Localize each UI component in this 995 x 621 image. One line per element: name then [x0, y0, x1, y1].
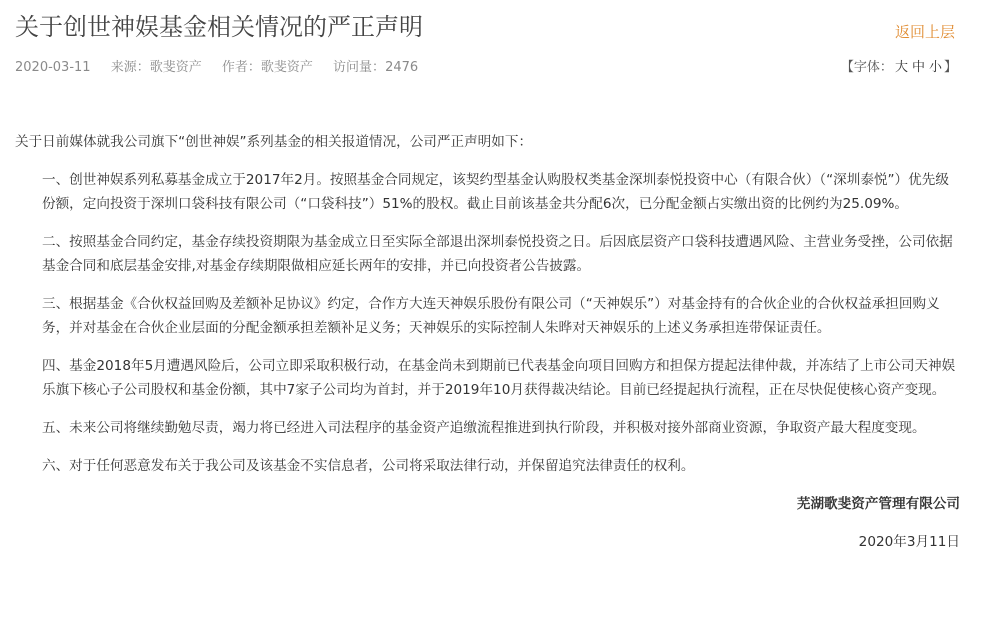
- statement-paragraph-3: 三、根据基金《合伙权益回购及差额补足协议》约定，合作方大连天神娱乐股份有限公司（“天神娱乐”）对基金持有的合伙企业的合伙权益承担回购义务，并对基金在合伙企业层面的分配金额承担差额补足义务；天神娱乐的实际控制人朱晔对天神娱乐的上述义务承担连带保证责任。: [42, 296, 940, 336]
- statement-paragraph-6: 六、对于任何恶意发布关于我公司及该基金不实信息者，公司将采取法律行动，并保留追究法律责任的权利。: [42, 458, 695, 474]
- font-size-small-button[interactable]: 小: [928, 60, 942, 75]
- page-title: 关于创世神娱基金相关情况的严正声明: [15, 13, 423, 41]
- publish-date: 2020-03-11: [15, 60, 91, 75]
- views-label: 访问量：: [333, 60, 386, 75]
- author-value: 歌斐资产: [260, 60, 313, 75]
- statement-paragraph-2: 二、按照基金合同约定，基金存续投资期限为基金成立日至实际全部退出深圳泰悦投资之日。后因底层资产口袋科技遭遇风险、主营业务受挫，公司依据基金合同和底层基金安排,对基金存续期限做相应延长两年的安排，并已向投资者公告披露。: [42, 234, 953, 274]
- views-count: 2476: [385, 60, 419, 75]
- statement-paragraph-4: 四、基金2018年5月遭遇风险后，公司立即采取积极行动，在基金尚未到期前已代表基金向项目回购方和担保方提起法律仲裁，并冻结了上市公司天神娱乐旗下核心子公司股权和基金份额，其中7家子公司均为首封，并于2019年10月获得裁决结论。目前已经提起执行流程，正在尽快促使核心资产变现。: [42, 358, 956, 398]
- article-body: [15, 130, 960, 554]
- font-size-control: [841, 58, 957, 78]
- font-size-prefix: 【字体：: [840, 60, 893, 75]
- source-info: [111, 60, 202, 75]
- statement-paragraph-1: 一、创世神娱系列私募基金成立于2017年2月。按照基金合同规定，该契约型基金认购股权类基金深圳泰悦投资中心（有限合伙）（“深圳泰悦”）优先级份额，定向投资于深圳口袋科技有限公司（“口袋科技”）51%的股权。截止目前该基金共分配6次，已分配金额占实缴出资的比例约为25.09%。: [42, 172, 949, 212]
- author-info: [222, 60, 313, 75]
- font-size-suffix: 】: [943, 60, 957, 75]
- font-size-medium-button[interactable]: 中: [911, 60, 925, 75]
- views-info: [333, 60, 418, 75]
- author-label: 作者：: [221, 60, 261, 75]
- signature-date: 2020年3月11日: [858, 534, 960, 550]
- statement-paragraph-5: 五、未来公司将继续勤勉尽责，竭力将已经进入司法程序的基金资产追缴流程推进到执行阶段，并积极对接外部商业资源，争取资产最大程度变现。: [42, 420, 926, 436]
- article-meta: [15, 58, 434, 78]
- intro-paragraph: 关于日前媒体就我公司旗下“创世神娱”系列基金的相关报道情况，公司严正声明如下：: [15, 134, 533, 150]
- back-link[interactable]: 返回上层: [894, 23, 955, 41]
- company-signature: 芜湖歌斐资产管理有限公司: [796, 496, 960, 512]
- source-label: 来源：: [110, 60, 150, 75]
- source-value: 歌斐资产: [149, 60, 202, 75]
- font-size-large-button[interactable]: 大: [894, 60, 908, 75]
